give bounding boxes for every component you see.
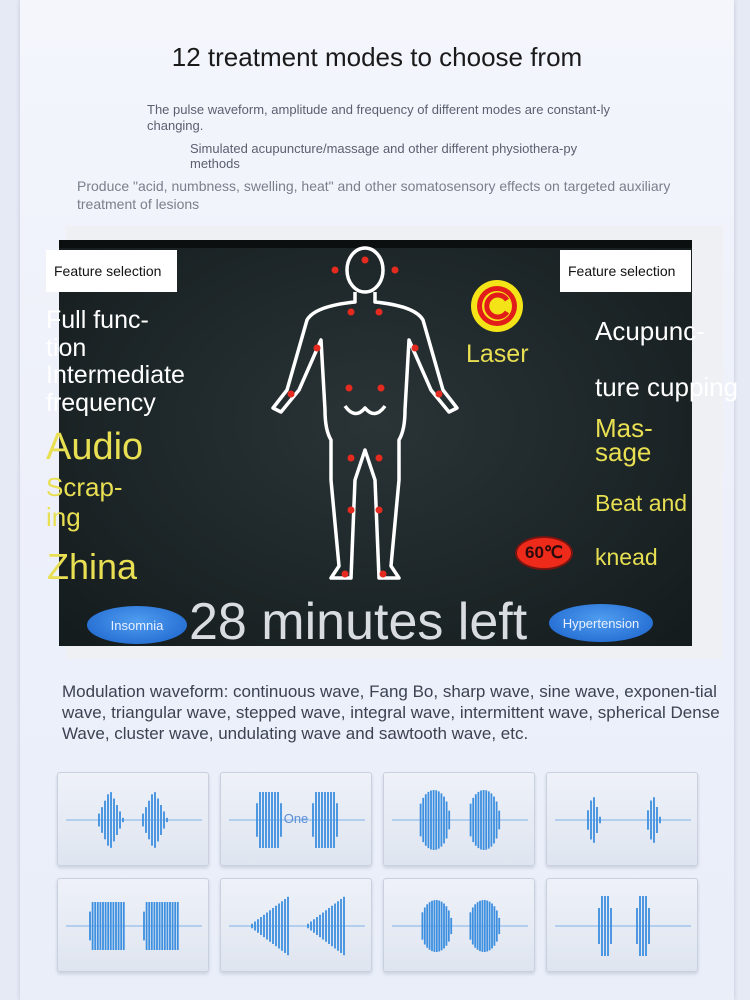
mode-intermediate-label: Intermediate frequency (46, 361, 185, 417)
spherical-dense-wave-icon (384, 879, 536, 973)
burst-wave-icon (58, 773, 210, 867)
mode-acupuncture[interactable]: Acupunc- (595, 316, 705, 346)
mode-laser[interactable]: Laser (466, 340, 529, 368)
temperature-badge[interactable]: 60℃ (515, 536, 573, 570)
device-screen (46, 240, 739, 651)
waveform-card-1 (57, 772, 209, 866)
spindle-wave-icon (384, 773, 536, 867)
time-left-display: 28 minutes left (189, 593, 528, 651)
modulation-description: Modulation waveform: continuous wave, Fang Bo, sharp wave, sine wave, exponen-tial wave, triangular wave, stepped wave, integral wave, intermittent wave, spherical Dense Wave, cluster wave, undulating wave and sawtooth wave, etc. (62, 682, 720, 743)
mode-acupuncture-cupping[interactable]: ture cupping (595, 372, 739, 402)
sawtooth-wave-icon (221, 879, 373, 973)
mode-full-function[interactable] (46, 306, 236, 417)
subtitle-effects: Produce "acid, numbness, swelling, heat" and other somatosensory effects on targeted auxiliary treatment of lesions (77, 178, 671, 212)
hypertension-button[interactable]: Hypertension (549, 604, 653, 642)
waveform-label: One (283, 811, 309, 826)
laser-icon (469, 278, 525, 334)
mode-full-function-label: Full func-tion (46, 306, 149, 362)
subtitle-waveform: The pulse waveform, amplitude and frequency of different modes are constant-ly changing. (147, 102, 610, 133)
mode-scraping[interactable]: Scrap-ing (46, 472, 123, 532)
device-panel (46, 226, 739, 659)
feature-selection-left-tab[interactable]: Feature selection (46, 250, 177, 292)
waveform-card-3 (383, 772, 535, 866)
mode-zhina[interactable]: Zhina (47, 546, 138, 587)
feature-selection-right-tab[interactable]: Feature selection (560, 250, 691, 292)
dense-cluster-wave-icon (58, 879, 210, 973)
mode-massage[interactable]: Mas-sage (595, 413, 653, 467)
waveform-card-8 (546, 878, 698, 972)
subtitle-methods: Simulated acupuncture/massage and other different physiothera-py methods (190, 141, 578, 171)
page-title: 12 treatment modes to choose from (171, 42, 583, 72)
sparse-burst-wave-icon (547, 773, 699, 867)
waveform-card-2 (220, 772, 372, 866)
waveform-card-6 (220, 878, 372, 972)
insomnia-button[interactable]: Insomnia (87, 606, 187, 644)
mode-beat[interactable]: Beat and (595, 490, 688, 516)
waveform-card-7 (383, 878, 535, 972)
mode-knead[interactable]: knead (595, 544, 658, 570)
intermittent-wave-icon (547, 879, 699, 973)
waveform-card-4 (546, 772, 698, 866)
waveform-card-5 (57, 878, 209, 972)
mode-audio[interactable]: Audio (46, 426, 144, 468)
